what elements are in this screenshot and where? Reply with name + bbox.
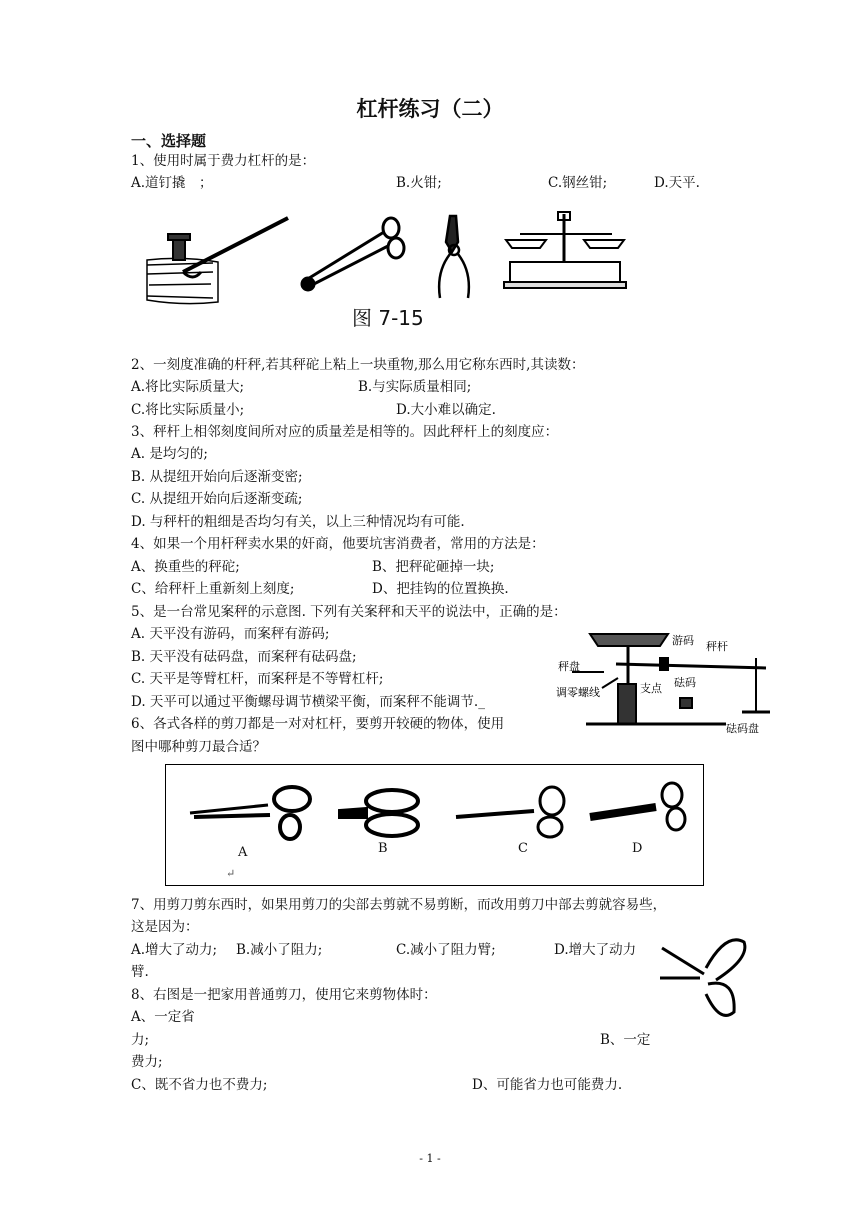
q4-option-c: C、给秤杆上重新刻上刻度; bbox=[131, 581, 295, 597]
scissors-a-illustration bbox=[186, 783, 316, 843]
label-chengpan: 秤盘 bbox=[558, 660, 580, 673]
q5-option-b: B. 天平没有砝码盘，而案秤有砝码盘; bbox=[131, 649, 357, 665]
section-heading: 一、选择题 bbox=[131, 132, 207, 150]
q7-option-c: C.减小了阻力臂; bbox=[396, 942, 496, 958]
q7-option-d-line1: D.增大了动力 bbox=[554, 942, 637, 958]
balance-illustration bbox=[500, 210, 630, 290]
q4-option-b: B、把秤砣砸掉一块; bbox=[372, 559, 495, 575]
label-fama: 砝码 bbox=[674, 676, 696, 689]
tongs-illustration bbox=[296, 214, 406, 294]
q6-stem-line1: 6、各式各样的剪刀都是一对对杠杆，要剪开较硬的物体，使用 bbox=[131, 716, 505, 732]
q7-option-b: B.减小了阻力; bbox=[236, 942, 323, 958]
q4-option-d: D、把挂钩的位置换换. bbox=[372, 581, 509, 597]
label-famapan: 砝码盘 bbox=[726, 722, 759, 735]
scissors-label-a: A bbox=[238, 845, 248, 860]
q5-option-c: C. 天平是等臂杠杆，而案秤是不等臂杠杆; bbox=[131, 671, 384, 687]
q1-option-b: B.火钳; bbox=[396, 175, 442, 191]
q7-stem-line2: 这是因为： bbox=[131, 919, 199, 935]
q5-stem: 5、是一台常见案秤的示意图. 下列有关案秤和天平的说法中，正确的是： bbox=[131, 604, 567, 620]
q8-option-b-line1: B、一定 bbox=[600, 1032, 651, 1048]
q7-option-a: A.增大了动力; bbox=[131, 942, 218, 958]
q2-stem: 2、一刻度准确的杆秤,若其秤砣上粘上一块重物,那么用它称东西时,其读数： bbox=[131, 357, 585, 373]
label-chenggan: 秤杆 bbox=[706, 640, 728, 653]
q3-option-a: A. 是均匀的; bbox=[131, 446, 208, 462]
q7-stem-line1: 7、用剪刀剪东西时，如果用剪刀的尖部去剪就不易剪断，而改用剪刀中部去剪就容易些， bbox=[131, 897, 667, 913]
return-mark: ↵ bbox=[226, 867, 236, 880]
scissors-label-d: D bbox=[632, 841, 643, 856]
q6-stem-line2: 图中哪种剪刀最合适？ bbox=[131, 739, 266, 755]
q3-option-b: B. 从提纽开始向后逐渐变密; bbox=[131, 469, 303, 485]
label-zhidian: 支点 bbox=[640, 682, 662, 695]
q2-option-c: C.将比实际质量小; bbox=[131, 402, 245, 418]
q7-option-d-line2: 臂. bbox=[131, 964, 149, 980]
scissors-label-c: C bbox=[518, 841, 528, 856]
q2-option-a: A.将比实际质量大; bbox=[131, 379, 245, 395]
q1-option-d: D.天平. bbox=[654, 175, 700, 191]
crowbar-illustration bbox=[143, 210, 293, 305]
q8-option-d: D、可能省力也可能费力. bbox=[472, 1077, 623, 1093]
q1-stem: 1、使用时属于费力杠杆的是： bbox=[131, 153, 316, 169]
scissors-label-b: B bbox=[378, 841, 388, 856]
label-tiaoling: 调零螺线 bbox=[556, 686, 600, 699]
q8-stem: 8、右图是一把家用普通剪刀，使用它来剪物体时： bbox=[131, 987, 437, 1003]
q5-option-a: A. 天平没有游码，而案秤有游码; bbox=[131, 626, 330, 642]
q8-option-c: C、既不省力也不费力; bbox=[131, 1077, 268, 1093]
platform-scale-diagram bbox=[556, 628, 782, 736]
q8-option-b-line2: 费力; bbox=[131, 1054, 163, 1070]
q8-option-a-line1: A、一定省 bbox=[131, 1009, 195, 1025]
page-number: - 1 - bbox=[419, 1152, 441, 1165]
q2-option-d: D.大小难以确定. bbox=[396, 402, 496, 418]
q3-option-c: C. 从提纽开始向后逐渐变疏; bbox=[131, 491, 303, 507]
pliers-illustration bbox=[428, 212, 484, 302]
scissors-figure-box bbox=[165, 764, 704, 886]
q1-option-a: A.道钉撬 ； bbox=[131, 175, 213, 191]
scissors-b-illustration bbox=[336, 785, 436, 841]
q4-option-a: A、换重些的秤砣; bbox=[131, 559, 240, 575]
q3-stem: 3、秤杆上相邻刻度间所对应的质量差是相等的。因此秤杆上的刻度应： bbox=[131, 424, 559, 440]
scissors-d-illustration bbox=[586, 779, 696, 839]
q2-option-b: B.与实际质量相同; bbox=[358, 379, 472, 395]
q4-stem: 4、如果一个用杆秤卖水果的奸商，他要坑害消费者，常用的方法是： bbox=[131, 536, 545, 552]
household-scissors-illustration bbox=[656, 928, 752, 1026]
q1-option-c: C.钢丝钳; bbox=[548, 175, 608, 191]
scissors-c-illustration bbox=[454, 783, 574, 841]
label-youma: 游码 bbox=[672, 634, 694, 647]
figure-caption: 图 7-15 bbox=[352, 306, 424, 330]
page-title: 杠杆练习（二） bbox=[356, 97, 504, 121]
q5-option-d: D. 天平可以通过平衡螺母调节横梁平衡，而案秤不能调节._ bbox=[131, 694, 485, 710]
q8-option-a-line2: 力; bbox=[131, 1032, 150, 1048]
q3-option-d: D. 与秤杆的粗细是否均匀有关，以上三种情况均有可能. bbox=[131, 514, 465, 530]
